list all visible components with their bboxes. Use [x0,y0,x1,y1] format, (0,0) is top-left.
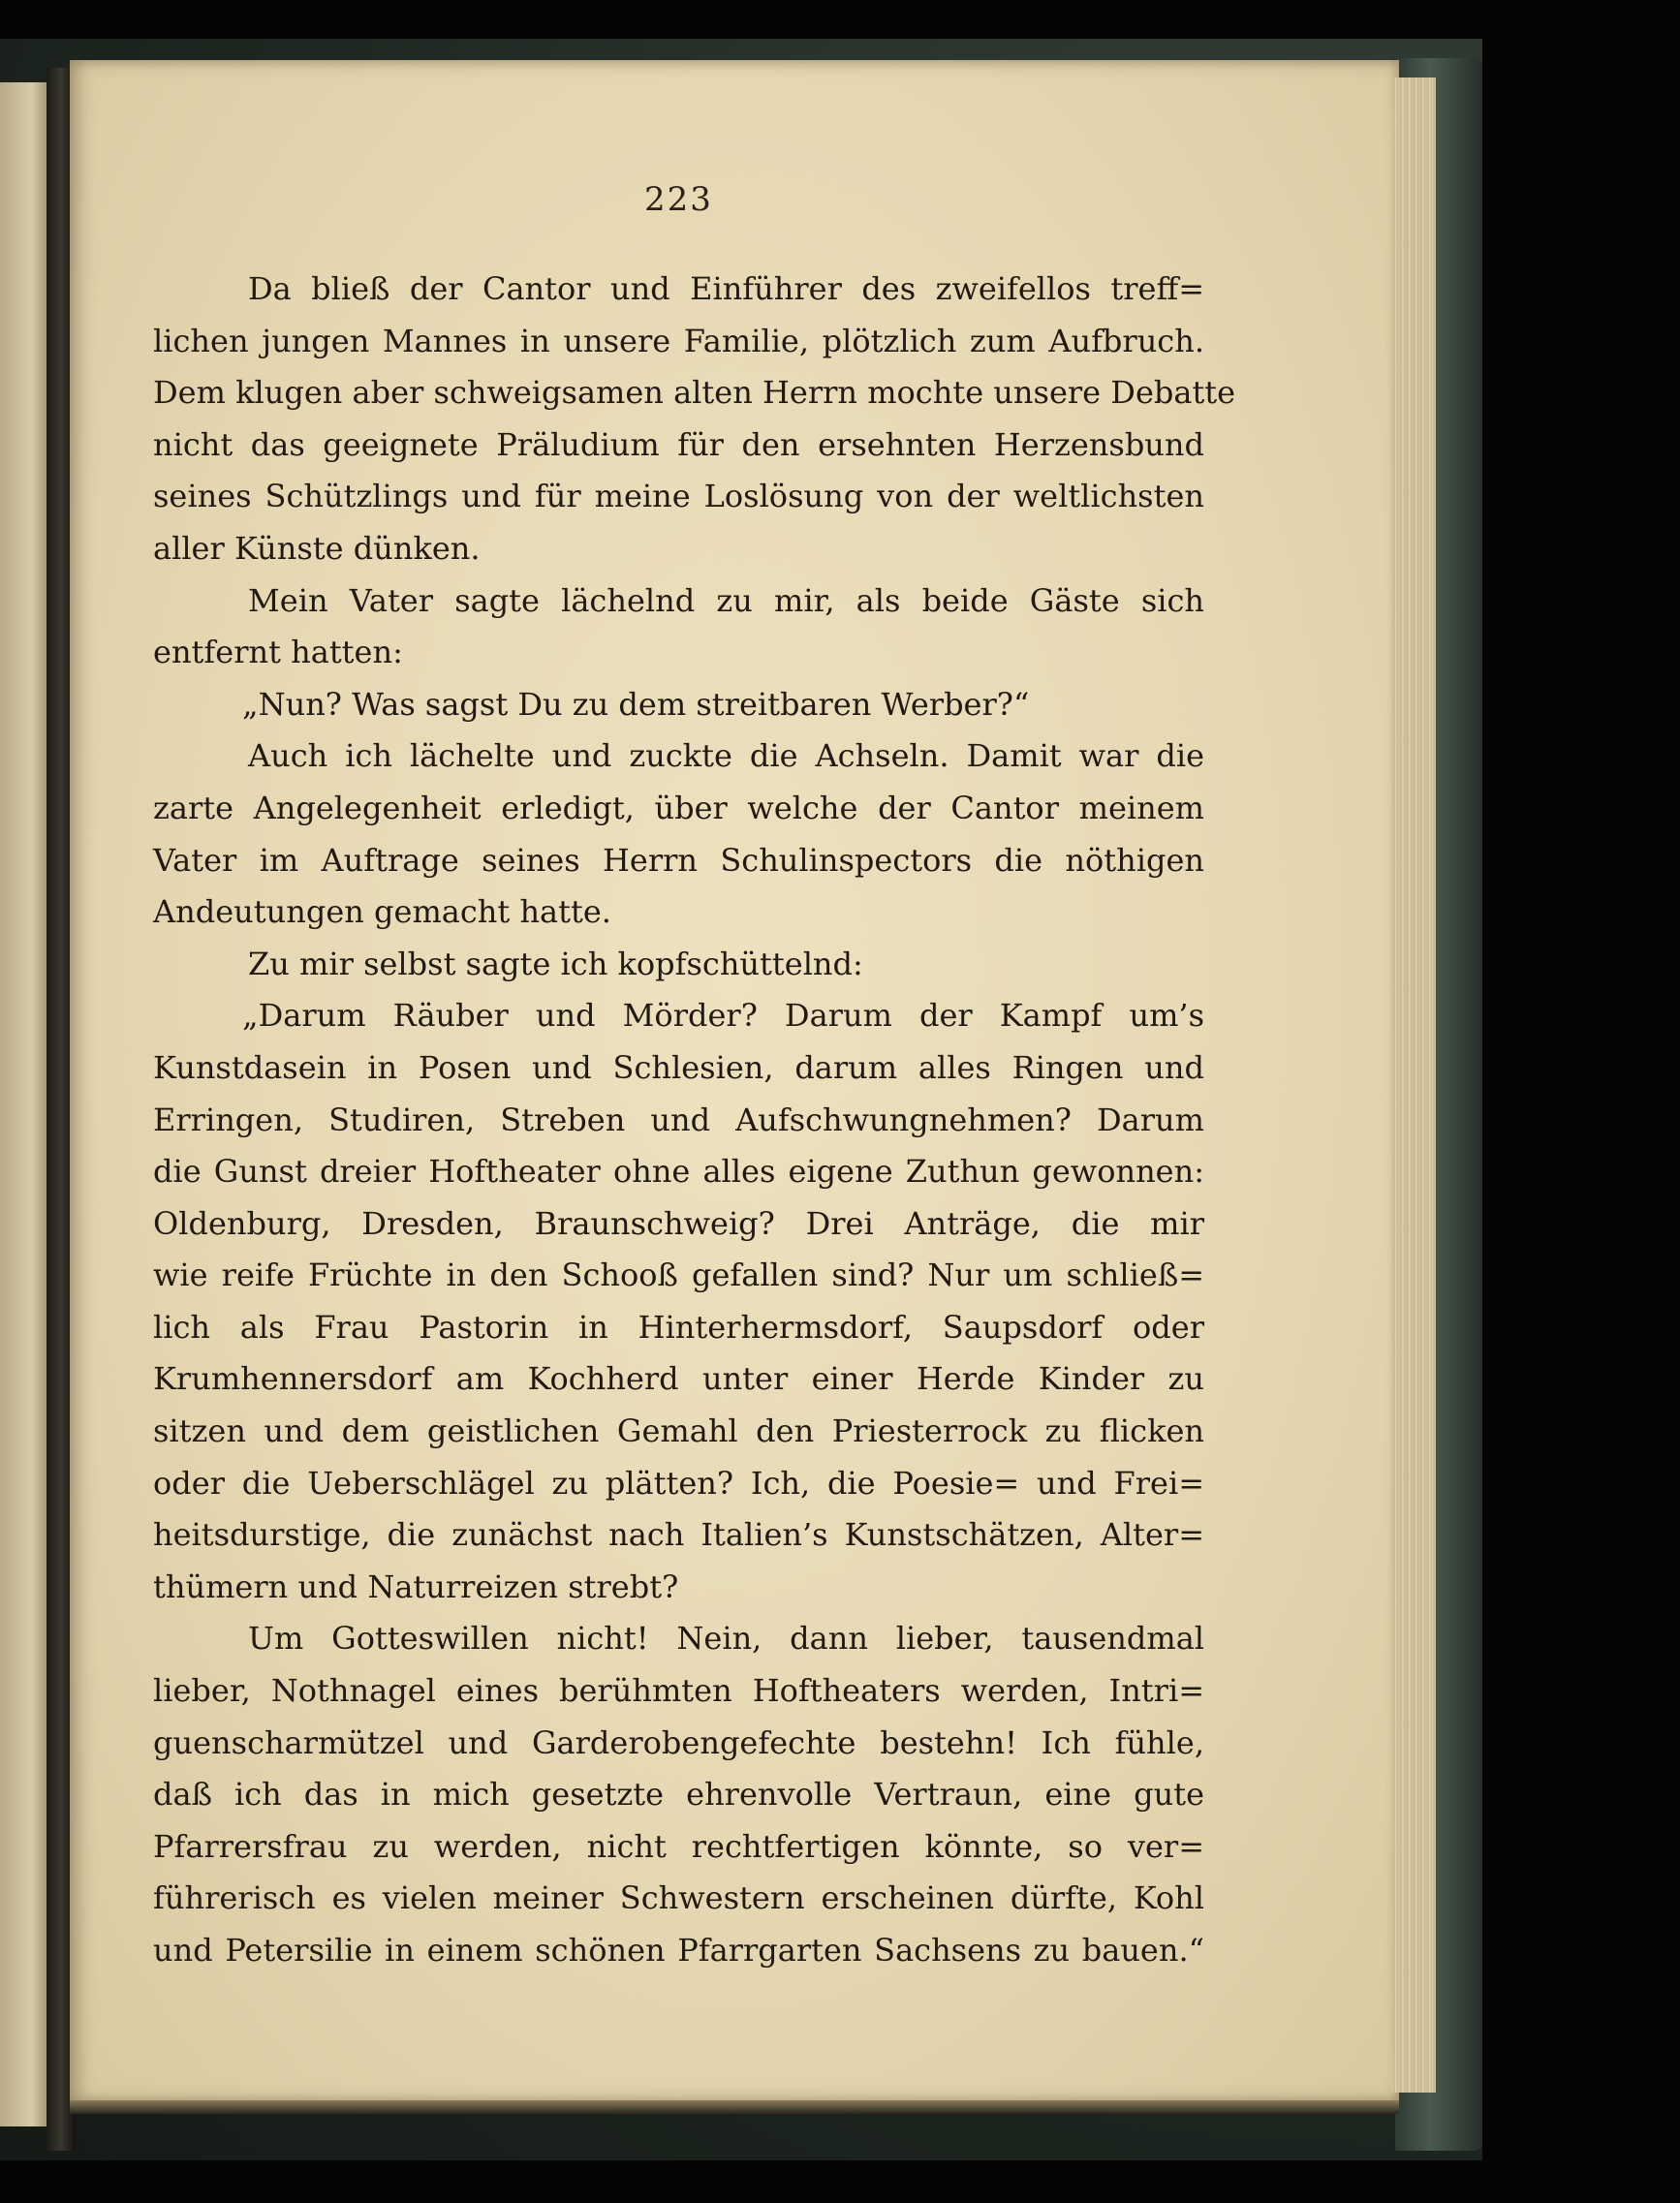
text-line: guenscharmützel und Garderobengefechte bestehn! Ich fühle, [153,1723,1204,1761]
text-line: wie reife Früchte in den Schooß gefallen sind? Nur um schließ= [153,1257,1204,1294]
text-line: aller Künste dünken. [153,529,481,567]
text-line: Pfarrersfrau zu werden, nicht rechtfertigen könnte, so ver= [153,1827,1204,1865]
text-line: sitzen und dem geistlichen Gemahl den Priesterrock zu flicken [153,1412,1204,1450]
text-line: und Petersilie in einem schönen Pfarrgarten Sachsens zu bauen.“ [153,1932,1204,1969]
text-lines [153,264,1236,1977]
text-line: lieber, Nothnagel eines berühmten Hoftheaters werden, Intri= [153,1672,1204,1710]
text-line: Auch ich lächelte und zuckte die Achseln. Damit war die [248,737,1204,775]
text-line: lichen jungen Mannes in unsere Familie, plötzlich zum Aufbruch. [153,322,1204,359]
text-line: lich als Frau Pastorin in Hinterhermsdorf, Saupsdorf oder [153,1308,1204,1346]
text-line: Da bließ der Cantor und Einführer des zweifellos treff= [248,270,1204,307]
text-line: oder die Ueberschlägel zu plätten? Ich, die Poesie= und Frei= [153,1464,1204,1502]
text-line: Erringen, Studiren, Streben und Aufschwungnehmen? Darum [153,1101,1204,1138]
text-line: nicht das geeignete Präludium für den ersehnten Herzensbund [153,425,1204,463]
text-line: die Gunst dreier Hoftheater ohne alles eigene Zuthun gewonnen: [153,1153,1204,1191]
text-line: daß ich das in mich gesetzte ehrenvolle Vertraun, eine gute [153,1776,1204,1814]
text-line: Um Gotteswillen nicht! Nein, dann lieber, tausendmal [248,1620,1204,1658]
page-edges [1391,78,1436,2093]
text-line: thümern und Naturreizen strebt? [153,1567,679,1605]
text-line: heitsdurstige, die zunächst nach Italien’s Kunstschätzen, Alter= [153,1516,1204,1554]
text-line: Krumhennersdorf am Kochherd unter einer Herde Kinder zu [153,1360,1204,1398]
left-facing-page [0,82,53,2126]
text-line: „Nun? Was sagst Du zu dem streitbaren Werber?“ [242,685,1030,723]
text-line: Mein Vater sagte lächelnd zu mir, als beide Gäste sich [248,581,1204,619]
text-line: Oldenburg, Dresden, Braunschweig? Drei Anträge, die mir [153,1204,1204,1242]
text-line: Andeutungen gemacht hatte. [153,893,611,931]
text-line: entfernt hatten: [153,634,403,671]
text-line: Kunstdasein in Posen und Schlesien, darum alles Ringen und [153,1048,1204,1086]
text-line: führerisch es vielen meiner Schwestern erscheinen dürfte, Kohl [153,1879,1204,1917]
text-line: „Darum Räuber und Mörder? Darum der Kampf um’s [242,997,1204,1035]
text-line: Vater im Auftrage seines Herrn Schulinspectors die nöthigen [153,841,1204,879]
page-bottom-shadow [70,2100,1399,2114]
text-line: seines Schützlings und für meine Loslösung von der weltlichsten [153,478,1204,515]
text-line: zarte Angelegenheit erledigt, über welche der Cantor meinem [153,789,1204,826]
page-number: 223 [644,180,713,219]
text-line: Dem klugen aber schweigsamen alten Herrn mochte unsere Debatte [153,374,1236,412]
text-line: Zu mir selbst sagte ich kopfschüttelnd: [248,945,863,982]
